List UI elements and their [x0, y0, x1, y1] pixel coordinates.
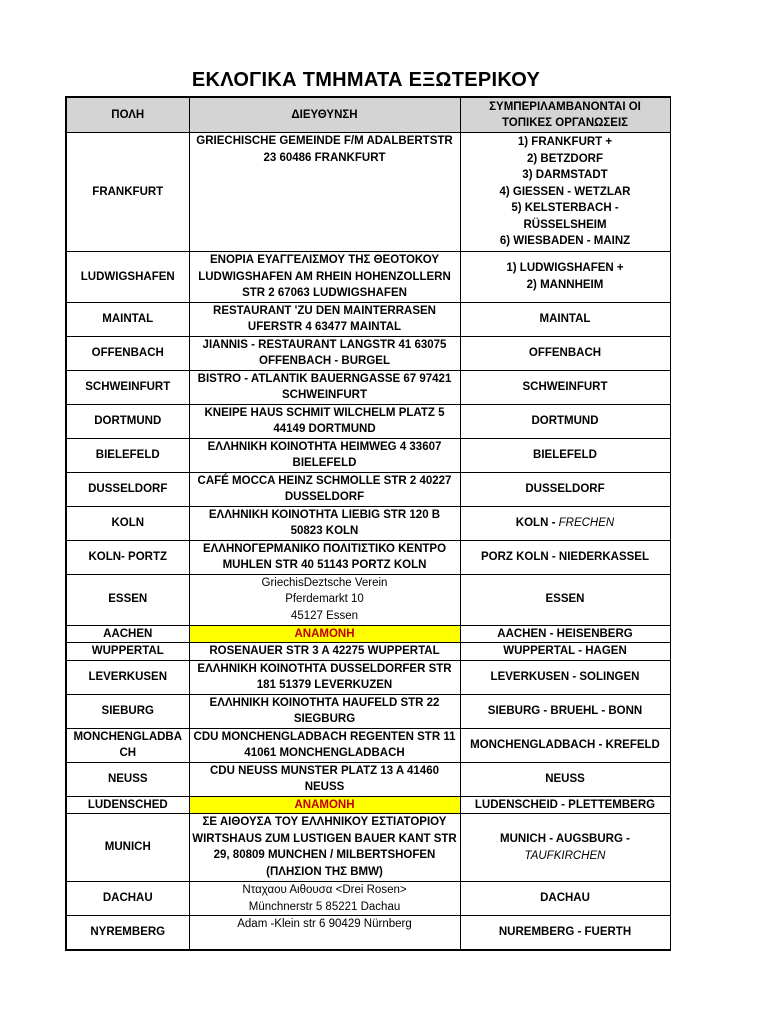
city-cell: LUDWIGSHAFEN	[66, 252, 189, 303]
included-organization: 2) BETZDORF	[526, 152, 604, 165]
included-organizations-cell	[460, 404, 670, 438]
included-organization: MAINTAL	[539, 312, 591, 325]
included-organization: DACHAU	[540, 892, 590, 905]
included-organizations-cell	[460, 252, 670, 303]
included-organization: DUSSELDORF	[525, 482, 605, 495]
included-organization: 3) DARMSTADT	[522, 169, 608, 182]
included-organization: BIELEFELD	[533, 448, 597, 461]
included-organization: SIEBURG - BRUEHL - BONN	[487, 704, 643, 717]
table-row	[66, 404, 670, 438]
polling-stations-table	[65, 96, 671, 951]
city-cell: SIEBURG	[66, 694, 189, 728]
included-organization: MUNICH - AUGSBURG -	[500, 833, 630, 845]
table-row	[66, 660, 670, 694]
table-row	[66, 336, 670, 370]
address-cell	[189, 916, 460, 950]
address-cell: CAFÉ MOCCA HEINZ SCHMOLLE STR 2 40227 DUSSELDORF	[189, 472, 460, 506]
included-organization: NUREMBERG - FUERTH	[498, 926, 632, 938]
address-cell: BISTRO - ATLANTIK BAUERNGASSE 67 97421 SCHWEINFURT	[189, 370, 460, 404]
table-row	[66, 133, 670, 252]
address-cell: KNEIPE HAUS SCHMIT WILCHELM PLATZ 5 44149 DORTMUND	[189, 404, 460, 438]
included-organizations-cell	[460, 728, 670, 762]
table-row	[66, 796, 670, 814]
address-cell: ΕΛΛΗΝΙΚΗ ΚΟΙΝΟΤΗΤΑ HAUFELD STR 22 SIEGBURG	[189, 694, 460, 728]
address-line: Pferdemarkt 10	[285, 593, 364, 605]
included-organization: 4) GIESSEN - WETZLAR	[499, 185, 631, 198]
address-line: 45127 Essen	[290, 609, 359, 622]
city-cell: MAINTAL	[66, 302, 189, 336]
table-row	[66, 540, 670, 574]
table-row	[66, 472, 670, 506]
address-cell: CDU NEUSS MUNSTER PLATZ 13 A 41460 NEUSS	[189, 762, 460, 796]
table-row	[66, 625, 670, 643]
included-organization: DORTMUND	[531, 414, 599, 427]
included-organizations-cell	[460, 506, 670, 540]
included-organizations-cell	[460, 625, 670, 643]
table-row	[66, 694, 670, 728]
city-cell: KOLN	[66, 506, 189, 540]
document-title: ΕΚΛΟΓΙΚΑ ΤΜΗΜΑΤΑ ΕΞΩΤΕΡΙΚΟΥ	[191, 69, 541, 91]
included-organizations-cell	[460, 643, 670, 661]
city-cell: FRANKFURT	[66, 133, 189, 252]
address-cell	[189, 882, 460, 916]
included-organizations-cell	[460, 916, 670, 950]
included-organizations-cell	[460, 540, 670, 574]
table-row	[66, 728, 670, 762]
city-cell: LUDENSCHED	[66, 796, 189, 814]
address-cell: ΕΛΛΗΝΙΚΗ ΚΟΙΝΟΤΗΤΑ LIEBIG STR 120 B 50823 KOLN	[189, 506, 460, 540]
table-row	[66, 643, 670, 661]
included-organization: 1) FRANKFURT +	[517, 136, 613, 149]
included-organizations-cell	[460, 438, 670, 472]
address-line: Adam -Klein str 6 90429 Nürnberg	[237, 918, 412, 930]
included-organization-italic: FRECHEN	[558, 516, 615, 529]
address-cell: ROSENAUER STR 3 A 42275 WUPPERTAL	[189, 643, 460, 661]
included-organization: 2) MANNHEIM	[526, 278, 604, 291]
included-organization-italic: TAUFKIRCHEN	[524, 849, 606, 862]
table-row	[66, 882, 670, 916]
included-organizations-cell	[460, 133, 670, 252]
city-cell: LEVERKUSEN	[66, 660, 189, 694]
city-cell: DACHAU	[66, 882, 189, 916]
city-cell: AACHEN	[66, 625, 189, 643]
address-cell	[189, 574, 460, 625]
included-organization: 1) LUDWIGSHAFEN +	[506, 262, 624, 275]
header-address: ΔΙΕΥΘΥΝΣΗ	[189, 97, 460, 133]
included-organization: AACHEN - HEISENBERG	[497, 627, 633, 640]
address-cell: ΕΛΛΗΝΟΓΕΡΜΑΝΙΚΟ ΠΟΛΙΤΙΣΤΙΚΟ ΚΕΝΤΡΟ MUHLEN STR 40 51143 PORTZ KOLN	[189, 540, 460, 574]
city-cell: OFFENBACH	[66, 336, 189, 370]
header-included-organizations: ΣΥΜΠΕΡΙΛΑΜΒΑΝΟΝΤΑΙ ΟΙ ΤΟΠΙΚΕΣ ΟΡΓΑΝΩΣΕΙΣ	[460, 97, 670, 133]
address-cell: GRIECHISCHE GEMEINDE F/M ADALBERTSTR 23 60486 FRANKFURT	[189, 133, 460, 252]
address-cell: ΣΕ ΑΙΘΟΥΣΑ ΤΟΥ ΕΛΛΗΝΙΚΟΥ ΕΣΤΙΑΤΟΡΙΟΥ WIRTSHAUS ZUM LUSTIGEN BAUER KANT STR 29, 80809 MUNCHEN / MILBERTSHOFEN (ΠΛΗΣΙΟΝ ΤΗΣ BMW)	[189, 814, 460, 882]
header-city: ΠΟΛΗ	[66, 97, 189, 133]
address-cell: JIANNIS - RESTAURANT LANGSTR 41 63075 OFFENBACH - BURGEL	[189, 336, 460, 370]
address-cell-pending: ΑΝΑΜΟΝΗ	[189, 796, 460, 814]
city-cell: SCHWEINFURT	[66, 370, 189, 404]
table-header-row	[66, 97, 670, 133]
included-organizations-cell	[460, 472, 670, 506]
included-organization: 5) KELSTERBACH -	[511, 202, 619, 215]
included-organization: 6) WIESBADEN - MAINZ	[499, 235, 631, 248]
city-cell	[66, 728, 189, 762]
included-organizations-cell	[460, 574, 670, 625]
city-cell: KOLN- PORTZ	[66, 540, 189, 574]
included-organization: PORZ KOLN - NIEDERKASSEL	[480, 550, 650, 563]
address-line: Münchnerstr 5 85221 Dachau	[248, 900, 401, 913]
included-organizations-cell	[460, 302, 670, 336]
table-row	[66, 370, 670, 404]
included-organization: LUDENSCHEID - PLETTEMBERG	[474, 798, 656, 811]
included-organization: WUPPERTAL - HAGEN	[503, 645, 627, 657]
included-organizations-cell	[460, 814, 670, 882]
city-cell: BIELEFELD	[66, 438, 189, 472]
included-organization: MONCHENGLADBACH - KREFELD	[470, 738, 660, 751]
included-organizations-cell	[460, 796, 670, 814]
city-cell: DORTMUND	[66, 404, 189, 438]
city-cell: NYREMBERG	[66, 916, 189, 950]
table-row	[66, 762, 670, 796]
included-organization: LEVERKUSEN - SOLINGEN	[490, 670, 640, 683]
included-organizations-cell	[460, 660, 670, 694]
included-organizations-cell	[460, 370, 670, 404]
included-organization: KOLN -	[515, 516, 559, 529]
included-organization: ESSEN	[545, 593, 585, 606]
address-cell: RESTAURANT 'ZU DEN MAINTERRASEN UFERSTR 4 63477 MAINTAL	[189, 302, 460, 336]
city-cell: DUSSELDORF	[66, 472, 189, 506]
included-organization: RÜSSELSHEIM	[523, 218, 607, 231]
table-row	[66, 438, 670, 472]
included-organizations-cell	[460, 882, 670, 916]
address-line: Νταχαου Αιθουσα <Drei Rosen>	[242, 884, 407, 896]
included-organization: NEUSS	[545, 772, 585, 785]
included-organizations-cell	[460, 336, 670, 370]
table-row	[66, 302, 670, 336]
address-line: GriechisDeztsche Verein	[261, 576, 388, 589]
address-cell: CDU MONCHENGLADBACH REGENTEN STR 11 41061 MONCHENGLADBACH	[189, 728, 460, 762]
table-row	[66, 814, 670, 882]
included-organizations-cell	[460, 762, 670, 796]
city-cell: ESSEN	[66, 574, 189, 625]
city-cell: NEUSS	[66, 762, 189, 796]
included-organizations-cell	[460, 694, 670, 728]
city-cell: MUNICH	[66, 814, 189, 882]
address-cell: ΕΛΛΗΝΙΚΗ ΚΟΙΝΟΤΗΤΑ HEIMWEG 4 33607 BIELEFELD	[189, 438, 460, 472]
address-cell: ΕΝΟΡΙΑ ΕΥΑΓΓΕΛΙΣΜΟΥ ΤΗΣ ΘΕΟΤΟΚΟΥ LUDWIGSHAFEN AM RHEIN HOHENZOLLERN STR 2 67063 LUDWIGSHAFEN	[189, 252, 460, 303]
city-cell: WUPPERTAL	[66, 643, 189, 661]
table-row	[66, 506, 670, 540]
included-organization: OFFENBACH	[528, 346, 602, 359]
table-row	[66, 574, 670, 625]
city-line: MONCHENGLADBA	[73, 730, 183, 743]
address-cell: ΕΛΛΗΝΙΚΗ ΚΟΙΝΟΤΗΤΑ DUSSELDORFER STR 181 51379 LEVERKUZEN	[189, 660, 460, 694]
table-row	[66, 252, 670, 303]
table-row	[66, 916, 670, 950]
city-line: CH	[119, 747, 137, 759]
included-organization: SCHWEINFURT	[522, 380, 608, 393]
address-cell-pending: ΑΝΑΜΟΝΗ	[189, 625, 460, 643]
